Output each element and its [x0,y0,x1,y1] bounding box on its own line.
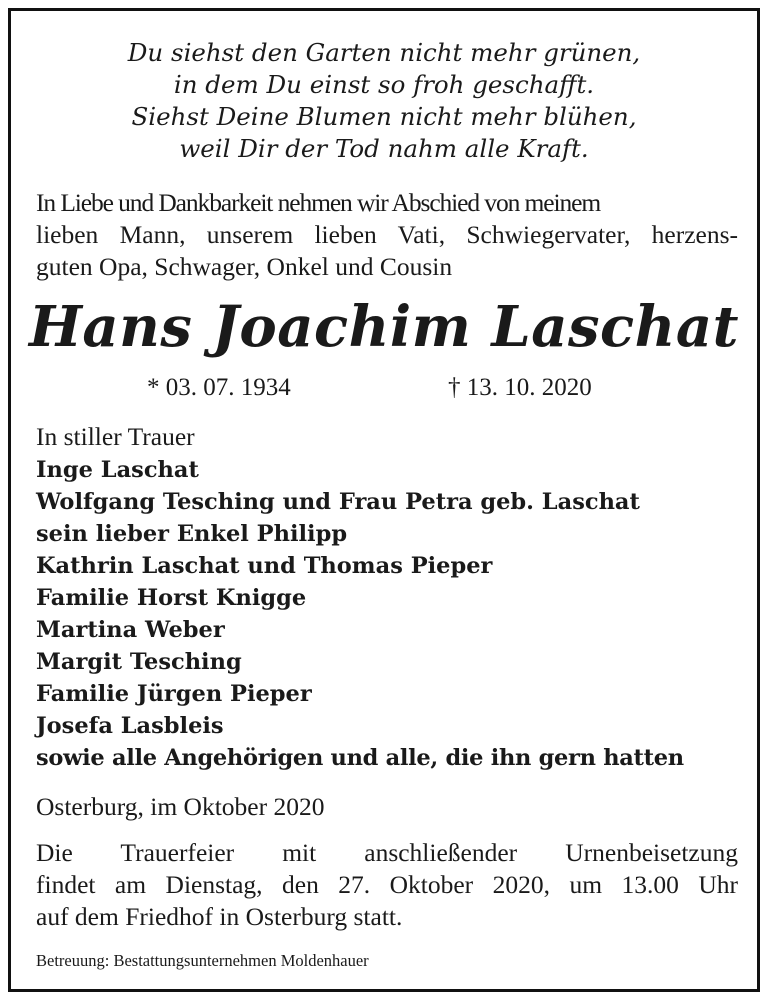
intro-line: In Liebe und Dankbarkeit nehmen wir Abschied von meinem [36,188,601,217]
mourning-intro: In stiller Trauer [36,422,195,451]
funeral-info [36,837,738,933]
poem-line: weil Dir der Tod nahm alle Kraft. [179,134,589,163]
funeral-line: auf dem Friedhof in Osterburg statt. [36,902,403,931]
obituary-content [11,11,757,989]
mourners-list [36,454,746,774]
poem [11,37,757,165]
poem-line: in dem Du einst so froh geschafft. [173,70,595,99]
mourner-name: Wolfgang Tesching und Frau Petra geb. Laschat [36,489,640,515]
undertaker-credit: Betreuung: Bestattungsunternehmen Moldenhauer [36,951,369,970]
mourner-name: Familie Jürgen Pieper [36,681,312,707]
mourner-name: sowie alle Angehörigen und alle, die ihn gern hatten [36,745,684,771]
funeral-line: Die Trauerfeier mit anschließender Urnenbeisetzung [36,838,738,867]
funeral-line: findet am Dienstag, den 27. Oktober 2020, um 13.00 Uhr [36,870,738,899]
poem-line: Siehst Deine Blumen nicht mehr blühen, [131,102,637,131]
mourner-name: Margit Tesching [36,649,242,675]
obituary-frame [8,8,760,992]
birth-date: * 03. 07. 1934 [147,374,291,401]
mourner-name: sein lieber Enkel Philipp [36,521,348,547]
deceased-name: Hans Joachim Laschat [28,294,740,360]
mourner-name: Martina Weber [36,617,225,643]
mourner-name: Familie Horst Knigge [36,585,307,611]
poem-line: Du siehst den Garten nicht mehr grünen, [127,38,641,67]
mourner-name: Inge Laschat [36,457,199,483]
death-date: † 13. 10. 2020 [448,374,592,401]
mourner-name: Kathrin Laschat und Thomas Pieper [36,553,493,579]
intro-text [36,187,738,283]
mourner-name: Josefa Lasbleis [36,713,224,739]
intro-line: lieben Mann, unserem lieben Vati, Schwiegervater, herzens- [36,220,738,249]
place-date: Osterburg, im Oktober 2020 [36,792,325,821]
intro-line: guten Opa, Schwager, Onkel und Cousin [36,252,453,281]
